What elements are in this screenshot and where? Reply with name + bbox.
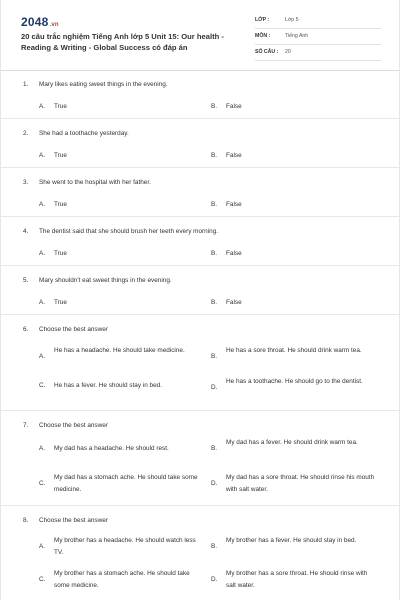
question-item [1,217,399,266]
option-text: My dad has a fever. He should drink warm tea. [226,439,358,446]
option-letter: B. [211,103,218,110]
option-letter: A. [39,250,46,257]
page-header [1,0,399,70]
option-text: My dad has a stomach ache. He should take some medicine. [54,474,198,493]
option-text: My brother has a fever. He should stay in bed. [226,537,357,544]
option-letter: B. [211,543,218,550]
question-item [1,168,399,217]
question-item [1,119,399,168]
meta-row-count [255,46,381,61]
question-item [1,315,399,411]
question-text: Mary shouldn't eat sweet things in the evening. [39,277,172,284]
logo-text: 2048 [21,15,49,29]
question-item [1,70,399,119]
option-text: He has a fever. He should stay in bed. [54,382,162,389]
option-text: He has a toothache. He should go to the dentist. [226,378,363,385]
option-text: True [54,299,67,306]
option-letter: B. [211,353,218,360]
option-letter: B. [211,201,218,208]
option-letter: D. [211,576,218,583]
option-text: False [226,250,242,257]
meta-row-subject [255,30,381,45]
question-text: Mary likes eating sweet things in the evening. [39,81,168,88]
question-number: 2. [23,130,29,137]
option-letter: A. [39,152,46,159]
meta-panel [255,14,381,62]
question-text: She had a toothache yesterday. [39,130,129,137]
option-text: True [54,201,67,208]
option-text: True [54,103,67,110]
site-logo[interactable] [21,15,59,29]
meta-value: 20 [285,49,291,55]
option-letter: A. [39,445,46,452]
question-text: She went to the hospital with her father. [39,179,151,186]
question-number: 5. [23,277,29,284]
option-letter: A. [39,201,46,208]
question-text: The dentist said that she should brush her teeth every morning. [39,228,219,235]
option-text: My brother has a headache. He should watch less TV. [54,537,196,556]
option-text: False [226,299,242,306]
option-letter: B. [211,250,218,257]
question-item [1,266,399,315]
option-text: My brother has a stomach ache. He should take some medicine. [54,570,190,589]
question-text: Choose the best answer [39,326,108,333]
option-letter: A. [39,543,46,550]
option-letter: B. [211,445,218,452]
option-text: My brother has a sore throat. He should rinse with salt water. [226,570,368,589]
meta-label: SỐ CÂU : [255,49,279,55]
meta-row-grade [255,14,381,29]
option-letter: B. [211,299,218,306]
option-letter: B. [211,152,218,159]
option-text: False [226,152,242,159]
question-number: 1. [23,81,29,88]
option-letter: C. [39,382,46,389]
option-text: False [226,201,242,208]
meta-value: Tiếng Anh [285,33,309,39]
question-number: 7. [23,422,29,429]
option-text: True [54,152,67,159]
question-text: Choose the best answer [39,517,108,524]
option-text: He has a sore throat. He should drink warm tea. [226,347,362,354]
option-text: True [54,250,67,257]
meta-value: Lớp 5 [285,17,299,23]
meta-label: MÔN : [255,33,271,39]
question-number: 3. [23,179,29,186]
question-number: 6. [23,326,29,333]
option-letter: C. [39,480,46,487]
question-list [1,70,399,596]
option-letter: D. [211,384,218,391]
question-item [1,506,399,596]
option-text: He has a headache. He should take medicine. [54,347,185,354]
option-letter: A. [39,103,46,110]
page-title: 20 câu trắc nghiệm Tiếng Anh lớp 5 Unit 15: Our health - Reading & Writing - Global Success có đáp án [21,32,224,52]
option-text: My dad has a sore throat. He should rinse his mouth with salt water. [226,474,375,493]
option-text: My dad has a headache. He should rest. [54,445,169,452]
question-item [1,411,399,506]
option-letter: A. [39,299,46,306]
option-letter: A. [39,353,46,360]
option-text: False [226,103,242,110]
question-number: 4. [23,228,29,235]
option-letter: C. [39,576,46,583]
meta-label: LỚP : [255,17,270,23]
question-number: 8. [23,517,29,524]
question-text: Choose the best answer [39,422,108,429]
logo-suffix: .vn [49,22,59,28]
option-letter: D. [211,480,218,487]
